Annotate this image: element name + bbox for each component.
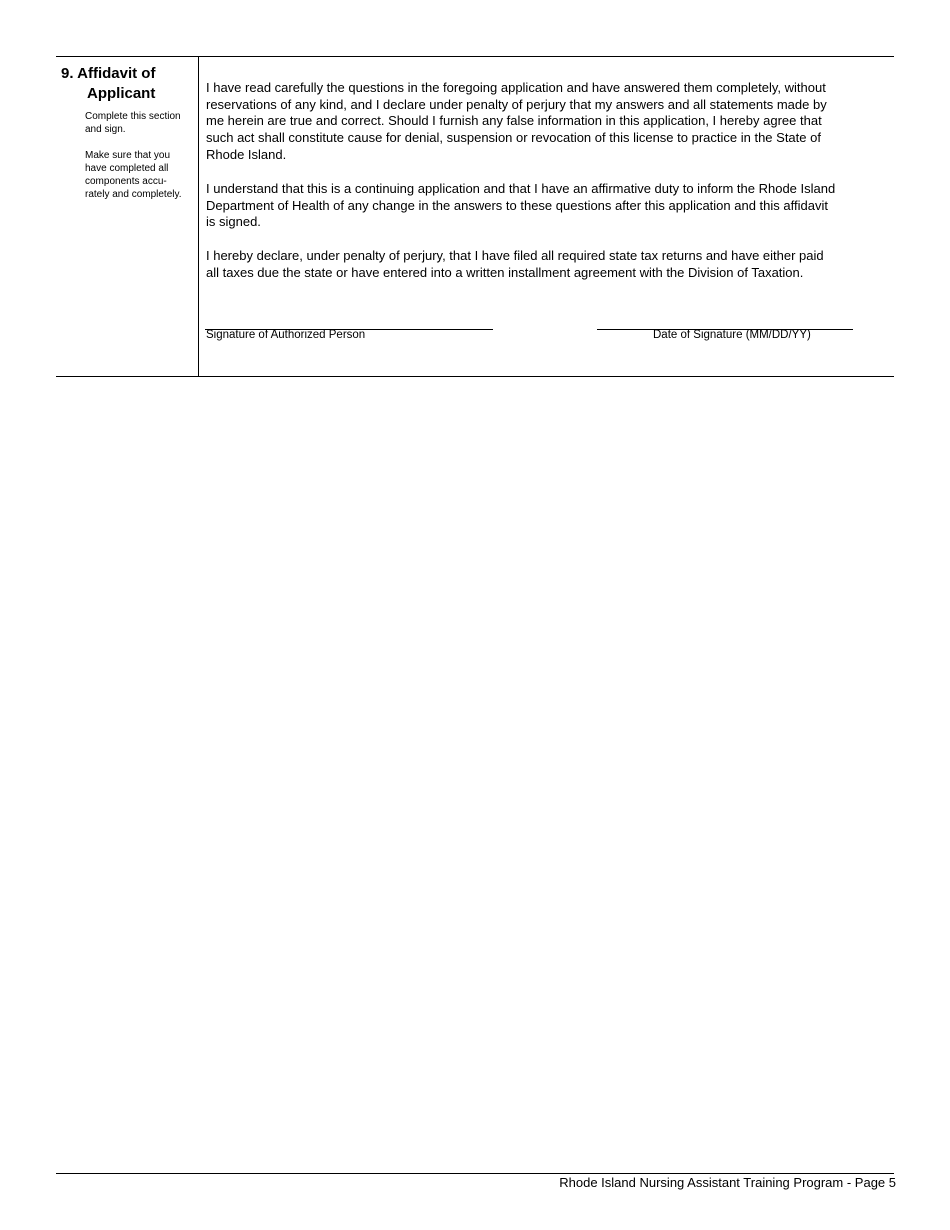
text-line: such act shall constitute cause for denial, suspension or revocation of this license to practice in the State of [206, 130, 821, 146]
instruction-line: components accu- [85, 176, 167, 187]
text-line: all taxes due the state or have entered into a written installment agreement with the Division of Taxation. [206, 264, 804, 280]
section-title-line1: 9. Affidavit of [61, 65, 156, 82]
text-line: I understand that this is a continuing application and that I have an affirmative duty to inform the Rhode Island [206, 181, 836, 196]
text-line: I hereby declare, under penalty of perjury, that I have filed all required state tax returns and have either paid [206, 248, 824, 263]
instruction-line: Make sure that you [85, 150, 171, 161]
text-line: reservations of any kind, and I declare under penalty of perjury that my answers and all statements made by [206, 96, 827, 112]
instruction-line: and sign. [85, 124, 126, 135]
text-line: me herein are true and correct. Should I furnish any false information in this application, I hereby agree that [206, 113, 822, 129]
column-divider [198, 56, 199, 376]
instruction-line: rately and completely. [85, 189, 182, 200]
section-title [61, 64, 155, 104]
footer-rule [56, 1173, 894, 1174]
date-label: Date of Signature (MM/DD/YY) [653, 329, 811, 341]
text-line: is signed. [206, 214, 261, 230]
text-line: Rhode Island. [206, 146, 287, 162]
affidavit-paragraph-1 [206, 80, 827, 164]
text-line: Department of Health of any change in the answers to these questions after this application and this affidavit [206, 197, 828, 213]
instruction-line: have completed all [85, 163, 169, 174]
section-title-line2: Applicant [87, 85, 156, 102]
instruction-2 [85, 149, 197, 201]
instruction-line: Complete this section [85, 111, 181, 122]
top-rule [56, 56, 894, 57]
signature-label: Signature of Authorized Person [206, 329, 366, 341]
affidavit-paragraph-3 [206, 248, 824, 281]
footer-page-label: Rhode Island Nursing Assistant Training Program - Page 5 [559, 1175, 896, 1190]
affidavit-paragraph-2 [206, 181, 835, 231]
instruction-1 [85, 110, 197, 136]
text-line: I have read carefully the questions in the foregoing application and have answered them completely, without [206, 80, 826, 95]
section-bottom-rule [56, 376, 894, 377]
